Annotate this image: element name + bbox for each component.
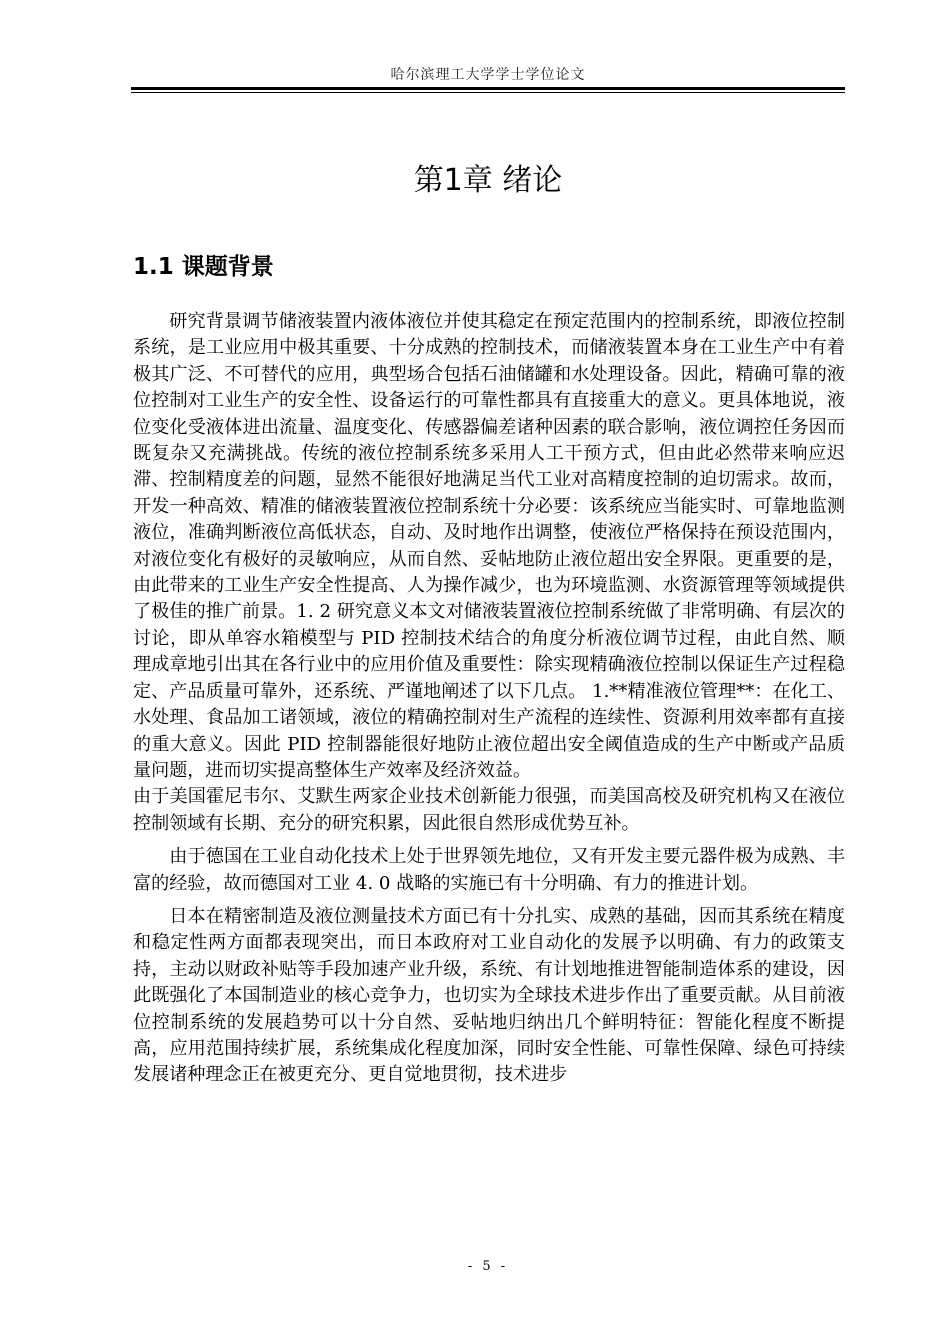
chapter-title: 第1章 绪论 — [413, 163, 563, 198]
paragraph-germany: 由于德国在工业自动化技术上处于世界领先地位，又有开发主要元器件极为成熟、丰富的经验，故而德国对工业 4. 0 战略的实施已有十分明确、有力的推进计划。 — [133, 846, 845, 894]
header-rule-thick — [131, 87, 845, 90]
running-header: 哈尔滨理工大学学士学位论文 — [390, 67, 586, 83]
page-number: - 5 - — [467, 1259, 509, 1274]
paragraph-background: 研究背景调节储液装置内液体液位并使其稳定在预定范围内的控制系统，即液位控制系统，是工业应用中极其重要、十分成熟的控制技术，而储液装置本身在工业生产中有着极其广泛、不可替代的应用，典型场合包括石油储罐和水处理设备。因此，精确可靠的液位控制对工业生产的安全性、设备运行的可靠性都具有直接重大的意义。更具体地说，液位变化受液体进出流量、温度变化、传感器偏差诸种因素的联合影响，液位调控任务因而既复杂又充满挑战。传统的液位控制系统多采用人工干预方式，但由此必然带来响应迟滞、控制精度差的问题，显然不能很好地满足当代工业对高精度控制的迫切需求。故而，开发一种高效、精准的储液装置液位控制系统十分必要：该系统应当能实时、可靠地监测液位，准确判断液位高低状态，自动、及时地作出调整，使液位严格保持在预设范围内，对液位变化有极好的灵敏响应，从而自然、妥帖地防止液位超出安全界限。更重要的是，由此带来的工业生产安全性提高、人为操作减少，也为环境监测、水资源管理等领域提供了极佳的推广前景。1. 2 研究意义本文对储液装置液位控制系统做了非常明确、有层次的讨论，即从单容水箱模型与 PID 控制技术结合的角度分析液位调节过程，由此自然、顺理成章地引出其在各行业中的应用价值及重要性：除实现精确液位控制以保证生产过程稳定、产品质量可靠外，还系统、严谨地阐述了以下几点。 1.**精准液位管理**：在化工、水处理、食品加工诸领域，液位的精确控制对生产流程的连续性、资源利用效率都有直接的重大意义。因此 PID 控制器能很好地防止液位超出安全阈值造成的生产中断或产品质量问题，进而切实提高整体生产效率及经济效益。 — [133, 311, 845, 781]
header-rule-thin — [131, 92, 845, 93]
paragraph-usa: 由于美国霍尼韦尔、艾默生两家企业技术创新能力很强，而美国高校及研究机构又在液位控制领域有长期、充分的研究积累，因此很自然形成优势互补。 — [133, 786, 845, 834]
paragraph-japan: 日本在精密制造及液位测量技术方面已有十分扎实、成熟的基础，因而其系统在精度和稳定性两方面都表现突出，而日本政府对工业自动化的发展予以明确、有力的政策支持，主动以财政补贴等手段加速产业升级，系统、有计划地推进智能制造体系的建设，因此既强化了本国制造业的核心竞争力，也切实为全球技术进步作出了重要贡献。从目前液位控制系统的发展趋势可以十分自然、妥帖地归纳出几个鲜明特征：智能化程度不断提高，应用范围持续扩展，系统集成化程度加深，同时安全性能、可靠性保障、绿色可持续发展诸种理念正在被更充分、更自觉地贯彻，技术进步 — [133, 905, 845, 1086]
section-title: 1.1 课题背景 — [133, 254, 274, 280]
body-text — [133, 309, 845, 1089]
